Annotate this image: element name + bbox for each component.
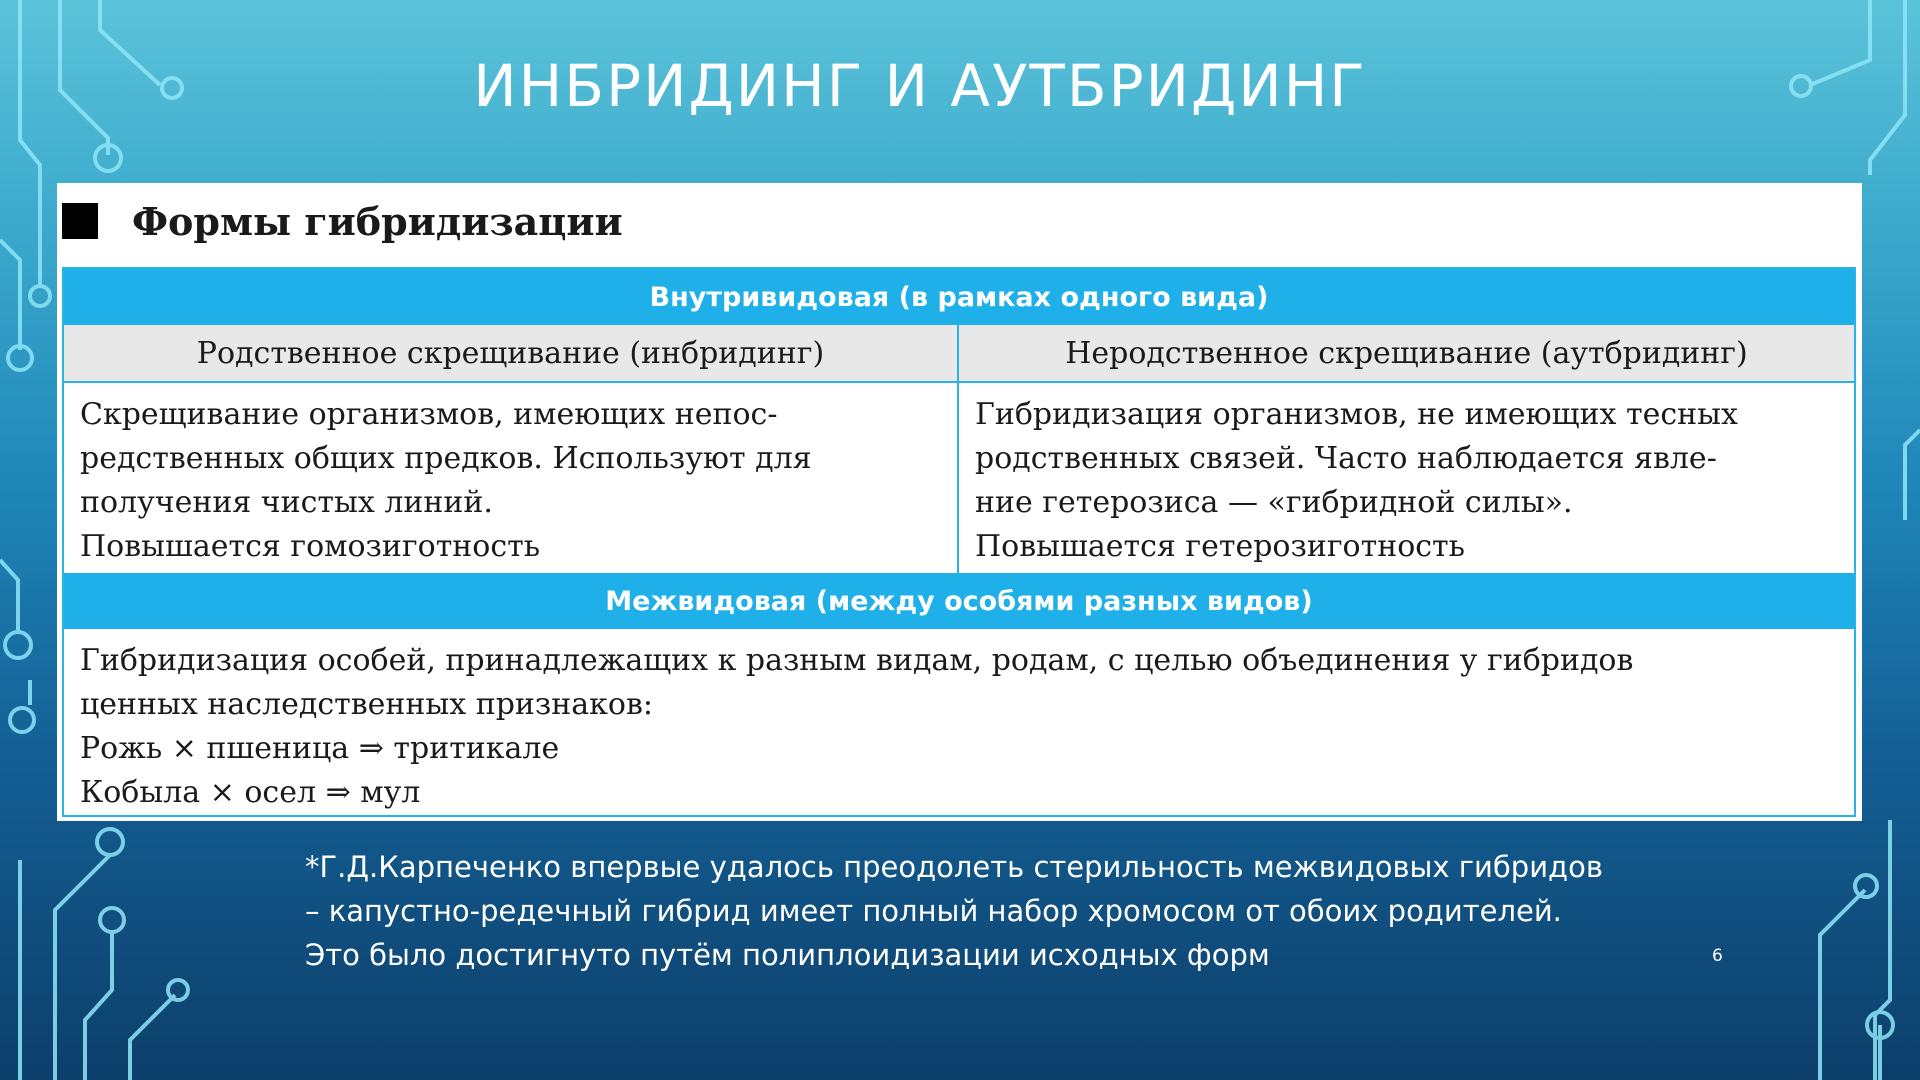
intraspecific-subheader-row	[64, 325, 1854, 383]
intraspecific-band: Внутривидовая (в рамках одного вида)	[64, 269, 1854, 325]
interspecific-line: ценных наследственных признаков:	[80, 687, 653, 722]
page-number: 6	[1712, 946, 1723, 966]
panel-heading-text: Формы гибридизации	[132, 198, 623, 244]
inbreeding-line: получения чистых линий.	[80, 485, 493, 520]
hybridization-panel	[57, 183, 1862, 821]
intraspecific-description-row	[64, 383, 1854, 573]
inbreeding-line: редственных общих предков. Используют для	[80, 441, 812, 476]
slide-title: ИНБРИДИНГ И АУТБРИДИНГ	[473, 52, 1367, 120]
outbreeding-line: Гибридизация организмов, не имеющих тесных	[975, 397, 1738, 432]
outbreeding-line: ние гетерозиса — «гибридной силы».	[975, 485, 1573, 520]
footnote-line: – капустно-редечный гибрид имеет полный набор хромосом от обоих родителей.	[305, 894, 1562, 928]
inbreeding-description	[64, 383, 959, 573]
square-bullet-icon	[62, 203, 98, 239]
interspecific-line: Гибридизация особей, принадлежащих к разным видам, родам, с целью объединения у гибридов	[80, 643, 1634, 678]
inbreeding-header: Родственное скрещивание (инбридинг)	[64, 325, 959, 381]
inbreeding-line: Скрещивание организмов, имеющих непос-	[80, 397, 778, 432]
outbreeding-line: родственных связей. Часто наблюдается явле-	[975, 441, 1717, 476]
panel-heading	[62, 191, 623, 251]
interspecific-example: Рожь × пшеница ⇒ тритикале	[80, 731, 560, 766]
interspecific-description	[64, 629, 1854, 815]
interspecific-band: Межвидовая (между особями разных видов)	[64, 573, 1854, 629]
footnote-line: Это было достигнуто путём полиплоидизации исходных форм	[305, 938, 1270, 972]
outbreeding-line: Повышается гетерозиготность	[975, 529, 1465, 564]
hybridization-table	[62, 267, 1856, 817]
footnote	[305, 845, 1603, 977]
outbreeding-header: Неродственное скрещивание (аутбридинг)	[1065, 335, 1748, 371]
interspecific-example: Кобыла × осел ⇒ мул	[80, 775, 421, 810]
footnote-line: *Г.Д.Карпеченко впервые удалось преодолеть стерильность межвидовых гибридов	[305, 850, 1603, 884]
outbreeding-description	[959, 383, 1854, 573]
inbreeding-line: Повышается гомозиготность	[80, 529, 541, 564]
